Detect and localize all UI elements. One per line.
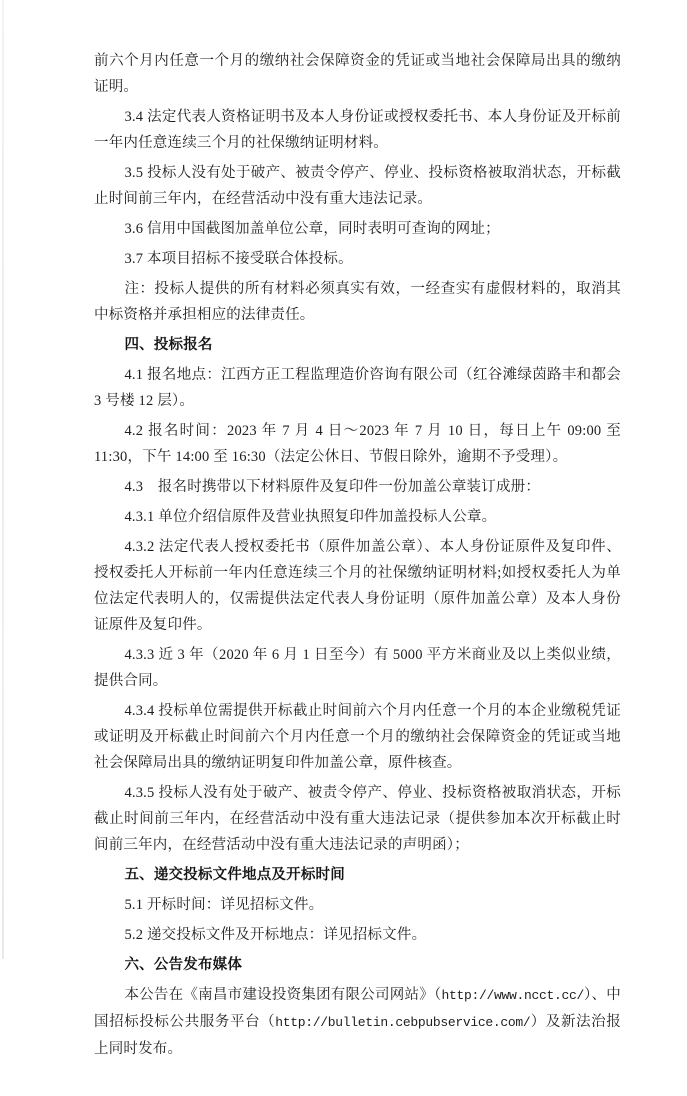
paragraph-4-3: [94, 474, 621, 500]
text-run: 3.6 信用中国截图加盖单位公章，同时表明可查询的网址；: [124, 221, 500, 237]
paragraph-3-6: [94, 216, 621, 242]
text-run: 5.2 递交投标文件及开标地点：详见招标文件。: [124, 927, 427, 943]
paragraph-5-2: [94, 922, 621, 948]
text-run: 4.3.3 近 3 年（2020 年 6 月 1 日至今）有 5000 平方米商业及以上类似业绩，提供合同。: [94, 647, 621, 689]
text-run: 本公告在《南昌市建设投资集团有限公司网站》（: [124, 987, 442, 1003]
text-run: ）、中国招标投标公共服务平台（: [94, 987, 621, 1030]
paragraph-4-3-1: [94, 504, 621, 530]
url-text: http://www.ncct.cc/: [441, 988, 585, 1003]
paragraph-3-4: [94, 104, 621, 156]
paragraph-5-1: [94, 892, 621, 918]
text-run: 4.3 报名时携带以下材料原件及复印件一份加盖公章装订成册：: [124, 479, 541, 495]
text-run: ）及新法治报上同时发布。: [94, 1014, 621, 1057]
text-run: 4.1 报名地点：江西方正工程监理造价咨询有限公司（红谷滩绿茵路丰和都会 3 号楼 12 层）。: [94, 367, 621, 409]
paragraph-4-1: [94, 362, 621, 414]
text-run: 4.3.2 法定代表人授权委托书（原件加盖公章）、本人身份证原件及复印件、授权委托人开标前一年内任意连续三个月的社保缴纳证明材料;如授权委托人为单位法定代表明人的，仅需提供法定代表人身份证明（原件加盖公章）及本人身份证原件及复印件。: [94, 539, 621, 633]
text-run: 4.3.4 投标单位需提供开标截止时间前六个月内任意一个月的本企业缴税凭证或证明及开标截止时间前六个月内任意一个月的缴纳社会保障资金的凭证或当地社会保障局出具的缴纳证明复印件加盖公章，原件核查。: [94, 703, 621, 771]
paragraph-4-3-5: [94, 780, 621, 858]
section-heading-4: [94, 332, 621, 358]
text-run: 注：投标人提供的所有材料必须真实有效，一经查实有虚假材料的，取消其中标资格并承担相应的法律责任。: [94, 281, 621, 323]
text-run: 3.7 本项目招标不接受联合体投标。: [124, 251, 353, 267]
section-heading-5: [94, 862, 621, 888]
url-text: http://bulletin.cebpubservice.com/: [275, 1015, 531, 1030]
paragraph-3-7: [94, 246, 621, 272]
text-run: 5.1 开标时间：详见招标文件。: [124, 897, 324, 913]
paragraph-4-3-3: [94, 642, 621, 694]
section-heading-6: [94, 952, 621, 978]
paragraph-3-5: [94, 160, 621, 212]
text-run: 3.5 投标人没有处于破产、被责令停产、停业、投标资格被取消状态，开标截止时间前三年内，在经营活动中没有重大违法记录。: [94, 165, 621, 207]
text-run: 4.3.5 投标人没有处于破产、被责令停产、停业、投标资格被取消状态，开标截止时间前三年内，在经营活动中没有重大违法记录（提供参加本次开标截止时间前三年内，在经营活动中没有重大违法记录的声明函）；: [94, 785, 621, 853]
paragraph-3-3-continuation: [94, 48, 621, 100]
text-run: 六、公告发布媒体: [124, 957, 243, 973]
text-run: 4.3.1 单位介绍信原件及营业执照复印件加盖投标人公章。: [124, 509, 497, 525]
text-run: 3.4 法定代表人资格证明书及本人身份证或授权委托书、本人身份证及开标前一年内任意连续三个月的社保缴纳证明材料。: [94, 109, 621, 151]
text-run: 四、投标报名: [124, 337, 213, 353]
paragraph-4-2: [94, 418, 621, 470]
text-run: 前六个月内任意一个月的缴纳社会保障资金的凭证或当地社会保障局出具的缴纳证明。: [94, 53, 621, 95]
paragraph-6-1: [94, 982, 621, 1062]
text-run: 4.2 报名时间：2023 年 7 月 4 日～2023 年 7 月 10 日，每日上午 09:00 至 11:30，下午 14:00 至 16:30（法定公休日、节假日除外，逾期不予受理）。: [94, 423, 621, 465]
paragraph-note: [94, 276, 621, 328]
paragraph-4-3-2: [94, 534, 621, 638]
text-run: 五、递交投标文件地点及开标时间: [124, 867, 345, 883]
paragraph-4-3-4: [94, 698, 621, 776]
